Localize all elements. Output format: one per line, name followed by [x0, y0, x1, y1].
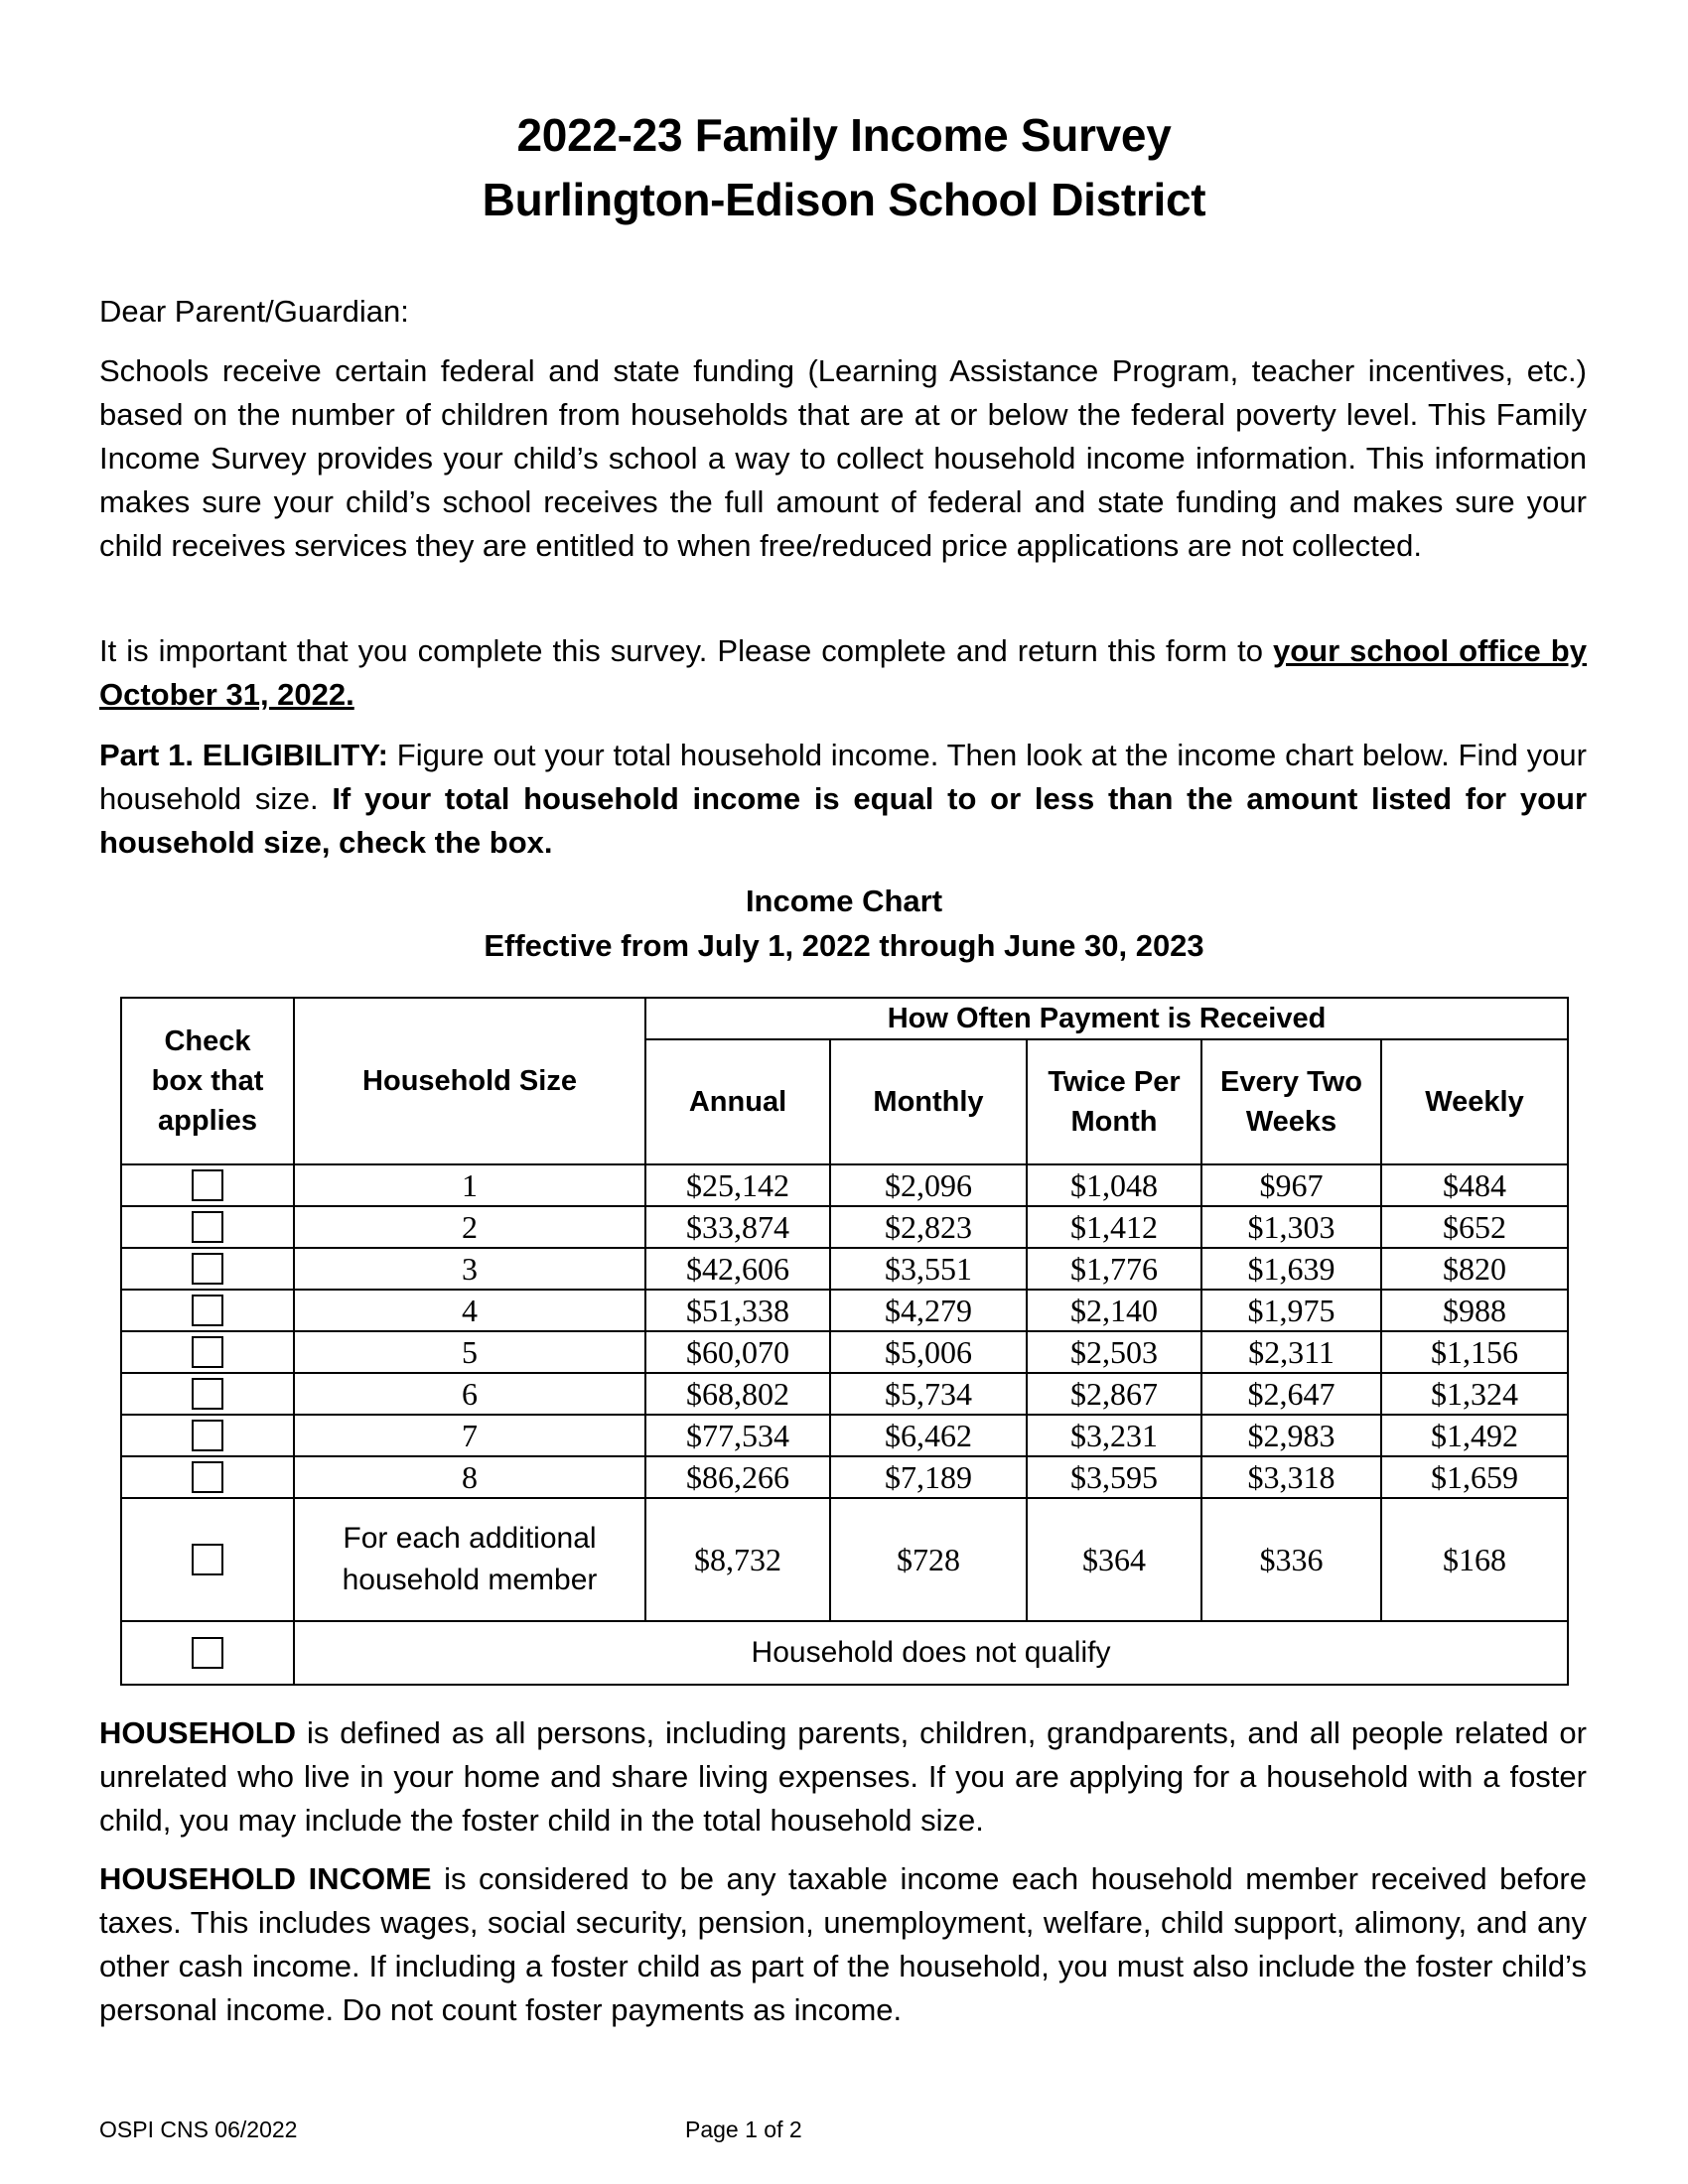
every-two-weeks-cell: $3,318: [1201, 1456, 1381, 1498]
household-size-2-checkbox[interactable]: [192, 1211, 223, 1243]
household-size-cell: 1: [294, 1164, 645, 1206]
additional-member-checkbox[interactable]: [192, 1544, 223, 1575]
form-code: OSPI CNS 06/2022: [99, 2116, 298, 2142]
household-definition: [99, 1711, 1587, 1843]
household-income-definition: [99, 1857, 1587, 2032]
income-chart-subtitle: Effective from July 1, 2022 through June 30, 2023: [484, 928, 1204, 963]
twice-per-month-cell: $1,412: [1027, 1206, 1201, 1248]
monthly-cell: $2,096: [830, 1164, 1027, 1206]
part1-label: Part 1. ELIGIBILITY:: [99, 738, 388, 772]
annual-cell: $77,534: [645, 1415, 830, 1456]
does-not-qualify-checkbox[interactable]: [192, 1637, 223, 1669]
monthly-cell: $4,279: [830, 1290, 1027, 1331]
annual-cell: $86,266: [645, 1456, 830, 1498]
annual-cell: $51,338: [645, 1290, 830, 1331]
household-term: HOUSEHOLD: [99, 1715, 297, 1750]
monthly-cell: $5,006: [830, 1331, 1027, 1373]
district-name: Burlington-Edison School District: [482, 174, 1206, 225]
weekly-cell: $1,156: [1381, 1331, 1568, 1373]
annual-cell: $33,874: [645, 1206, 830, 1248]
every-two-weeks-cell: $2,647: [1201, 1373, 1381, 1415]
every-two-weeks-cell: $1,639: [1201, 1248, 1381, 1290]
weekly-header: Weekly: [1381, 1039, 1568, 1164]
weekly-cell: $168: [1381, 1498, 1568, 1621]
does-not-qualify-label: Household does not qualify: [294, 1621, 1568, 1685]
annual-cell: $60,070: [645, 1331, 830, 1373]
monthly-cell: $7,189: [830, 1456, 1027, 1498]
income-chart-title: Income Chart: [745, 884, 943, 918]
monthly-header: Monthly: [830, 1039, 1027, 1164]
instruction-text: It is important that you complete this survey. Please complete and return this form to: [99, 633, 1273, 668]
twice-per-month-cell: $3,231: [1027, 1415, 1201, 1456]
household-size-5-checkbox[interactable]: [192, 1336, 223, 1368]
annual-cell: $8,732: [645, 1498, 830, 1621]
twice-per-month-cell: $1,048: [1027, 1164, 1201, 1206]
household-size-4-checkbox[interactable]: [192, 1295, 223, 1326]
page-number: Page 1 of 2: [685, 2116, 802, 2142]
twice-per-month-header: Twice Per Month: [1027, 1039, 1201, 1164]
twice-per-month-cell: $2,867: [1027, 1373, 1201, 1415]
weekly-cell: $988: [1381, 1290, 1568, 1331]
weekly-cell: $1,659: [1381, 1456, 1568, 1498]
table-row: [121, 1164, 1568, 1206]
monthly-cell: $2,823: [830, 1206, 1027, 1248]
household-size-1-checkbox[interactable]: [192, 1169, 223, 1201]
return-deadline: your school office by October 31, 2022.: [99, 633, 1587, 712]
weekly-cell: $484: [1381, 1164, 1568, 1206]
instruction-paragraph: [99, 629, 1587, 717]
table-row: [121, 1373, 1568, 1415]
additional-member-row: [121, 1498, 1568, 1621]
weekly-cell: $652: [1381, 1206, 1568, 1248]
household-size-cell: 3: [294, 1248, 645, 1290]
table-row: [121, 1290, 1568, 1331]
table-row: [121, 1415, 1568, 1456]
every-two-weeks-header: Every Two Weeks: [1201, 1039, 1381, 1164]
every-two-weeks-cell: $2,983: [1201, 1415, 1381, 1456]
part1-paragraph: [99, 734, 1587, 865]
payment-frequency-header: How Often Payment is Received: [645, 998, 1568, 1039]
intro-paragraph: Schools receive certain federal and state funding (Learning Assistance Program, teacher incentives, etc.) based on the number of children from households that are at or below the federal poverty level. This Family Income Survey provides your child’s school a way to collect household income information. This information makes sure your child’s school receives the full amount of federal and state funding and makes sure your child receives services they are entitled to when free/reduced price applications are not collected.: [99, 353, 1587, 563]
household-income-term: HOUSEHOLD INCOME: [99, 1861, 432, 1896]
every-two-weeks-cell: $967: [1201, 1164, 1381, 1206]
greeting: Dear Parent/Guardian:: [99, 294, 409, 329]
annual-cell: $25,142: [645, 1164, 830, 1206]
household-size-cell: 6: [294, 1373, 645, 1415]
household-size-cell: 4: [294, 1290, 645, 1331]
checkbox-column-header: Check box that applies: [121, 998, 294, 1164]
table-row: [121, 1331, 1568, 1373]
part1-instruction: If your total household income is equal to or less than the amount listed for your household size, check the box.: [99, 781, 1588, 860]
every-two-weeks-cell: $2,311: [1201, 1331, 1381, 1373]
household-size-7-checkbox[interactable]: [192, 1420, 223, 1451]
annual-cell: $42,606: [645, 1248, 830, 1290]
table-header-row: [121, 998, 1568, 1039]
part1-text: Figure out your total household income. Then look at the income chart below. Find your household size.: [99, 738, 1587, 816]
household-size-header: Household Size: [294, 998, 645, 1164]
does-not-qualify-row: [121, 1621, 1568, 1685]
household-size-6-checkbox[interactable]: [192, 1378, 223, 1410]
twice-per-month-cell: $3,595: [1027, 1456, 1201, 1498]
monthly-cell: $3,551: [830, 1248, 1027, 1290]
household-size-cell: 8: [294, 1456, 645, 1498]
monthly-cell: $728: [830, 1498, 1027, 1621]
every-two-weeks-cell: $336: [1201, 1498, 1381, 1621]
household-size-cell: 5: [294, 1331, 645, 1373]
additional-member-label: For each additional household member: [294, 1498, 645, 1621]
annual-header: Annual: [645, 1039, 830, 1164]
weekly-cell: $1,492: [1381, 1415, 1568, 1456]
household-size-8-checkbox[interactable]: [192, 1461, 223, 1493]
household-size-cell: 2: [294, 1206, 645, 1248]
household-size-cell: 7: [294, 1415, 645, 1456]
household-definition-text: is defined as all persons, including parents, children, grandparents, and all people related or unrelated who live in your home and share living expenses. If you are applying for a household with a foster child, you may include the foster child in the total household size.: [99, 1715, 1587, 1838]
household-income-definition-text: is considered to be any taxable income each household member received before taxes. This includes wages, social security, pension, unemployment, welfare, child support, alimony, and any other cash income. If including a foster child as part of the household, you must also include the foster child’s personal income. Do not count foster payments as income.: [99, 1861, 1587, 2027]
twice-per-month-cell: $2,503: [1027, 1331, 1201, 1373]
income-chart-table: [120, 997, 1569, 1686]
table-row: [121, 1456, 1568, 1498]
twice-per-month-cell: $1,776: [1027, 1248, 1201, 1290]
weekly-cell: $820: [1381, 1248, 1568, 1290]
twice-per-month-cell: $364: [1027, 1498, 1201, 1621]
household-size-3-checkbox[interactable]: [192, 1253, 223, 1285]
every-two-weeks-cell: $1,303: [1201, 1206, 1381, 1248]
table-row: [121, 1206, 1568, 1248]
monthly-cell: $6,462: [830, 1415, 1027, 1456]
table-row: [121, 1248, 1568, 1290]
survey-title: 2022-23 Family Income Survey: [516, 109, 1172, 161]
twice-per-month-cell: $2,140: [1027, 1290, 1201, 1331]
every-two-weeks-cell: $1,975: [1201, 1290, 1381, 1331]
annual-cell: $68,802: [645, 1373, 830, 1415]
weekly-cell: $1,324: [1381, 1373, 1568, 1415]
monthly-cell: $5,734: [830, 1373, 1027, 1415]
